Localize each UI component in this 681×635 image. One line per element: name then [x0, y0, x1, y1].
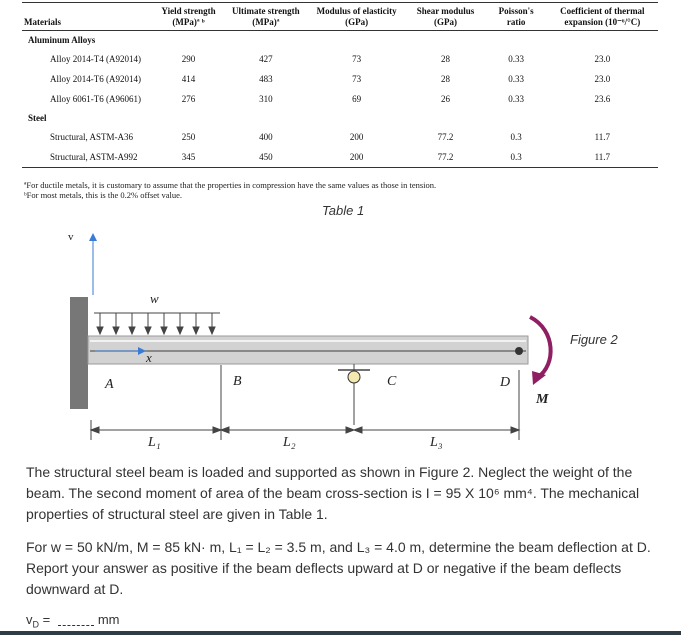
label-m: M	[536, 392, 549, 407]
roller-support-c	[338, 364, 370, 425]
label-c: C	[387, 374, 397, 389]
figure-caption: Figure 2	[570, 332, 618, 347]
v-axis-arrowhead	[89, 233, 97, 241]
label-l1: L₁	[148, 435, 161, 450]
fixed-wall	[70, 297, 88, 409]
table-row: Alloy 6061-T6 (A96061) 276 310 69 26 0.33 23.6	[50, 94, 611, 104]
table-caption: Table 1	[322, 203, 365, 218]
table-row: Alloy 2014-T6 (A92014) 414 483 73 28 0.33 23.0	[50, 74, 611, 84]
footnote-b: ᵇFor most metals, this is the 0.2% offset value.	[24, 190, 183, 200]
group-row-aluminum: Aluminum Alloys	[28, 35, 96, 45]
label-v: v	[68, 231, 74, 243]
moment-m-arrow	[530, 317, 551, 377]
material-properties-table	[22, 2, 658, 168]
header-materials: Materials	[24, 17, 61, 27]
header-yield-strength: Yield strength (MPa)ª ᵇ	[161, 6, 216, 27]
footnote-a: ªFor ductile metals, it is customary to assume that the properties in compression have the same values as those in tension.	[24, 180, 437, 190]
label-x: x	[146, 350, 152, 365]
table-row: Structural, ASTM-A36 250 400 200 77.2 0.3 11.7	[50, 132, 611, 142]
label-d: D	[500, 375, 511, 390]
header-poisson-ratio: Poisson's ratio	[498, 6, 534, 27]
problem-paragraph-1: The structural steel beam is loaded and supported as shown in Figure 2. Neglect the weight of the beam. The second moment of area of the beam cross-section is I = 95 X 10⁶ mm⁴. The mechanical properties of structural steel are given in Table 1.	[26, 464, 640, 522]
bottom-bar	[0, 631, 681, 635]
problem-paragraph-2: For w = 50 kN/m, M = 85 kN· m, L₁ = L₂ = 3.5 m, and L₃ = 4.0 m, determine the beam deflection at D. Report your answer as positive if the beam deflects upward at D or negative if the beam deflects downward at D.	[26, 539, 651, 597]
problem-statement	[26, 462, 656, 612]
table-row: Structural, ASTM-A992 345 450 200 77.2 0.3 11.7	[22, 147, 658, 168]
table-footnotes	[24, 180, 624, 200]
label-b: B	[233, 374, 242, 389]
answer-row	[26, 612, 120, 630]
table-header-row	[22, 3, 658, 31]
header-shear-modulus: Shear modulus (GPa)	[416, 6, 475, 27]
point-d-marker	[515, 347, 523, 355]
distributed-load-w	[94, 313, 220, 334]
answer-input[interactable]	[58, 615, 94, 626]
header-thermal-expansion: Coefficient of thermal expansion (10⁻⁶/°C)	[560, 6, 645, 27]
dimension-lines	[91, 365, 519, 440]
table-row: Alloy 2014-T4 (A92014) 290 427 73 28 0.33 23.0	[50, 54, 611, 64]
answer-label-subscript: D	[32, 619, 39, 630]
label-w: w	[150, 291, 159, 306]
answer-unit: mm	[97, 612, 120, 627]
header-modulus-elasticity: Modulus of elasticity (GPa)	[316, 6, 397, 27]
label-a: A	[105, 377, 114, 392]
label-l2: L₂	[283, 435, 296, 450]
label-l3: L₃	[430, 435, 443, 450]
header-ultimate-strength: Ultimate strength (MPa)ª	[232, 6, 300, 27]
answer-equals: =	[39, 612, 54, 627]
group-row-steel: Steel	[28, 113, 47, 123]
answer-label: v	[26, 612, 33, 627]
